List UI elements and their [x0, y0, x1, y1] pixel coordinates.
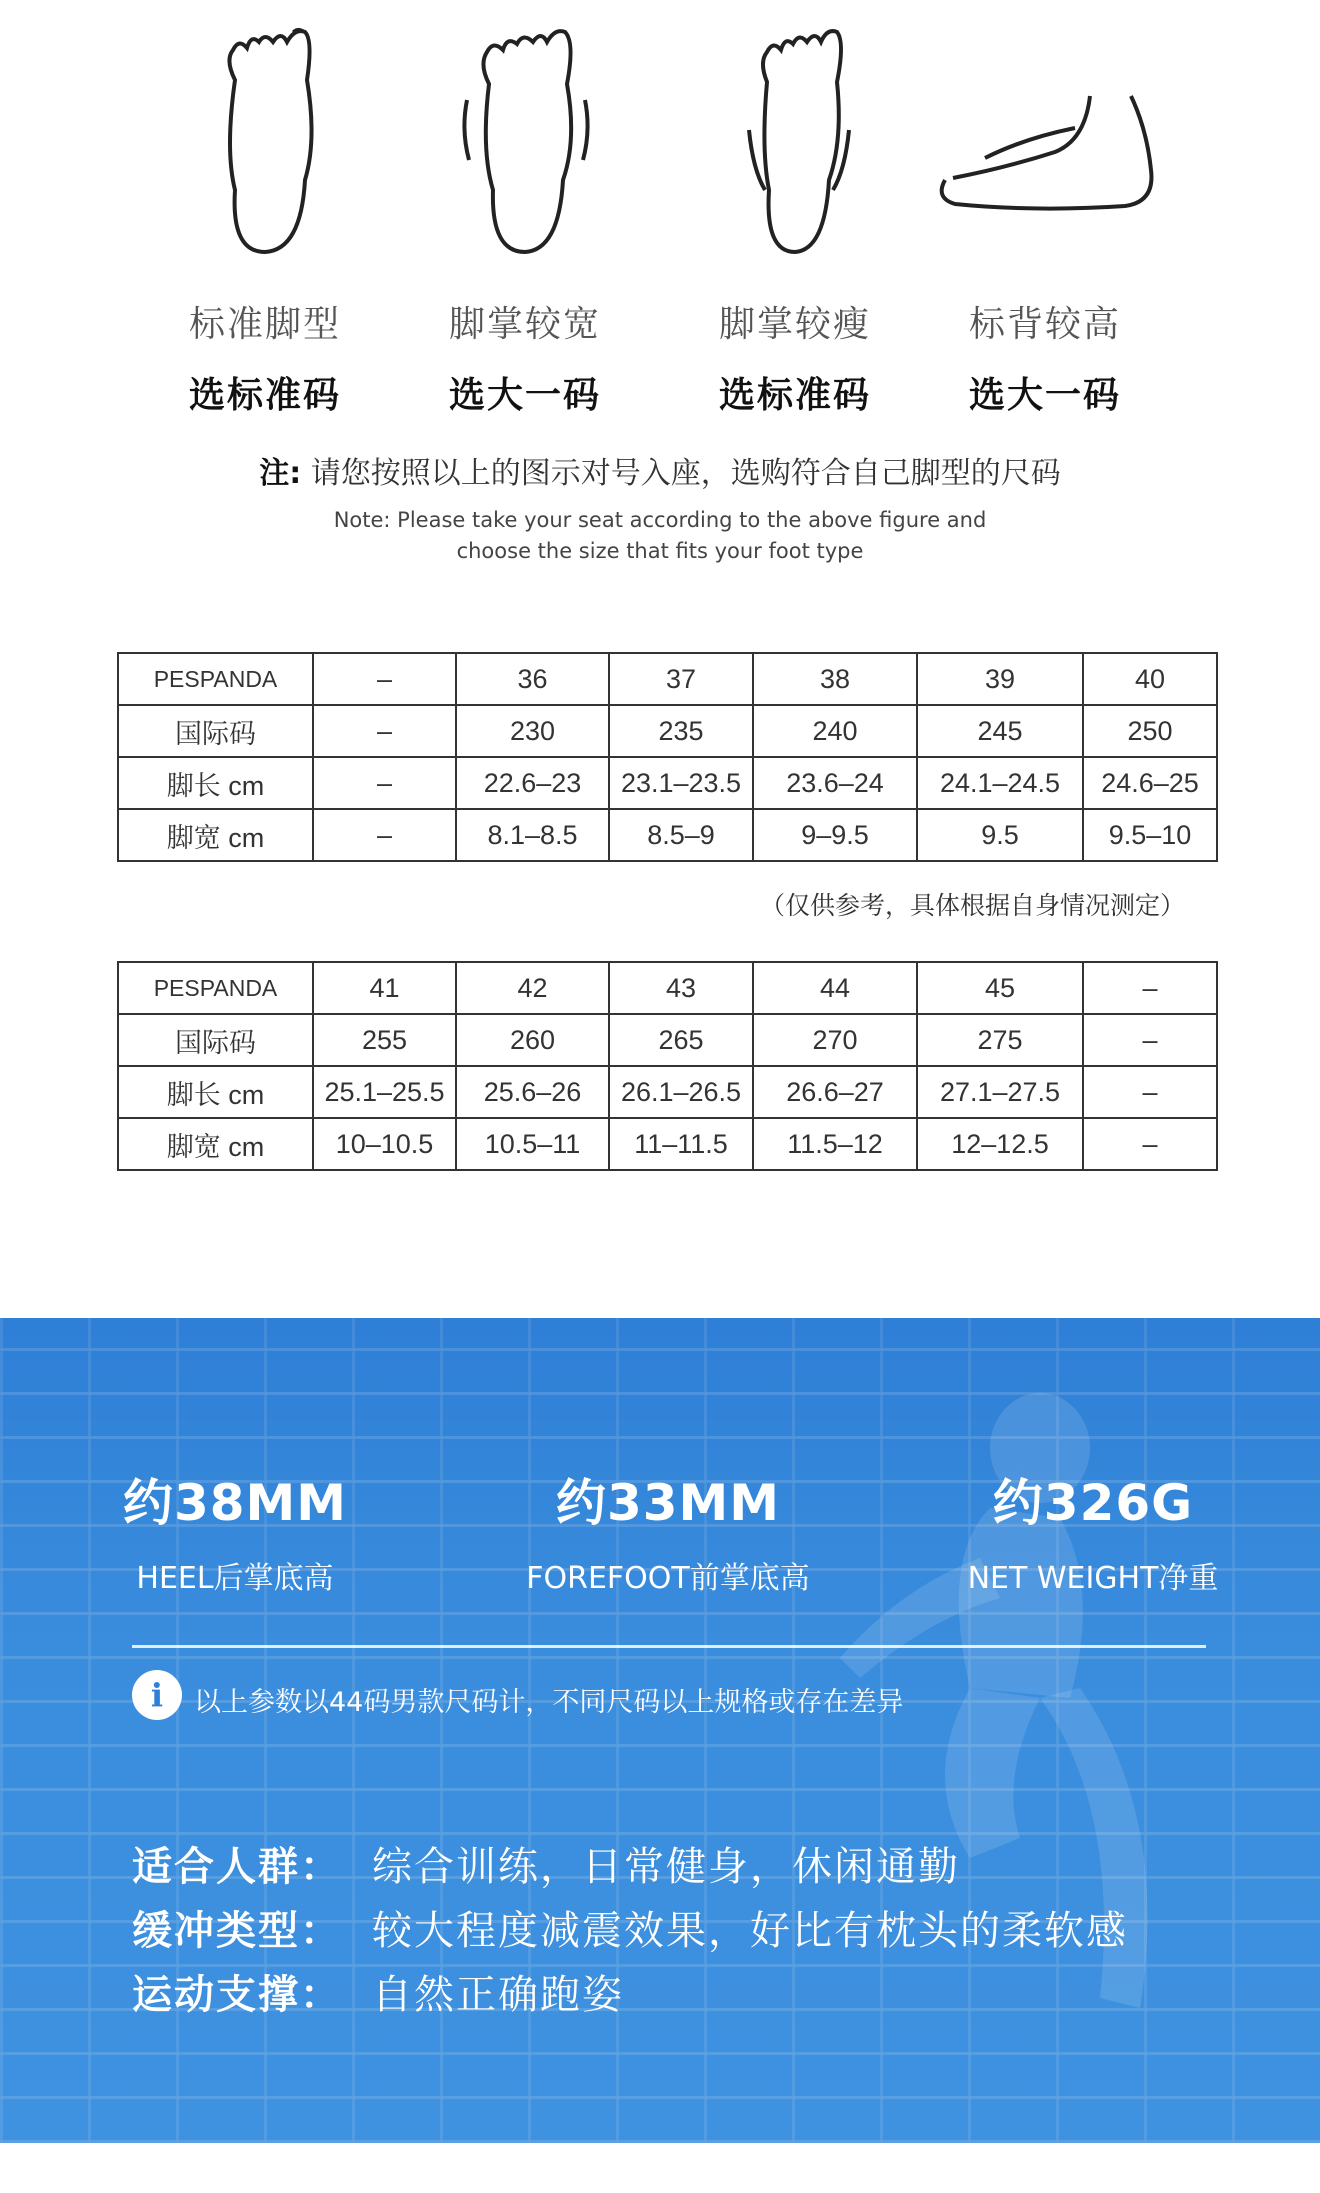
note-english	[0, 505, 1320, 567]
table-cell: 26.1–26.5	[609, 1066, 753, 1118]
stat-label: HEEL后掌底高	[136, 1561, 334, 1596]
table-cell: 235	[609, 705, 753, 757]
table-row	[118, 757, 1217, 809]
table-cell: 12–12.5	[917, 1118, 1083, 1170]
spec-key: 适合人群：	[132, 1844, 342, 1890]
info-icon: i	[132, 1670, 182, 1720]
table-cell: –	[313, 705, 456, 757]
table-cell: 240	[753, 705, 917, 757]
table-cell: 10.5–11	[456, 1118, 609, 1170]
spec-key: 缓冲类型：	[132, 1908, 342, 1954]
table-cell: –	[313, 757, 456, 809]
note-label: 注:	[259, 456, 302, 491]
info-text: 以上参数以44码男款尺码计，不同尺码以上规格或存在差异	[194, 1687, 904, 1718]
stat-forefoot-height	[448, 1463, 888, 1597]
stat-label: FOREFOOT前掌底高	[526, 1561, 810, 1596]
table-cell: 9–9.5	[753, 809, 917, 861]
foot-narrow-icon	[725, 20, 865, 260]
table-cell: 23.1–23.5	[609, 757, 753, 809]
row-header-cell: 国际码	[118, 1014, 313, 1066]
foot-high-instep-icon	[925, 20, 1165, 260]
table-cell: 45	[917, 962, 1083, 1014]
note-english-line-1: Note: Please take your seat according to the above figure and	[333, 508, 987, 532]
foot-type-high-instep	[925, 20, 1165, 418]
table-cell: –	[313, 809, 456, 861]
foot-size-advice: 选大一码	[448, 375, 601, 416]
foot-type-normal	[145, 20, 385, 418]
table-cell: 40	[1083, 653, 1217, 705]
table-cell: 26.6–27	[753, 1066, 917, 1118]
table-cell: 25.6–26	[456, 1066, 609, 1118]
stat-label: NET WEIGHT净重	[967, 1561, 1219, 1596]
row-header-cell: 脚宽 cm	[118, 809, 313, 861]
table-row	[118, 705, 1217, 757]
foot-size-advice: 选大一码	[968, 375, 1121, 416]
note-text: 请您按照以上的图示对号入座，选购符合自己脚型的尺码	[310, 456, 1061, 491]
divider	[132, 1645, 1206, 1648]
table-cell: 270	[753, 1014, 917, 1066]
table-row	[118, 1066, 1217, 1118]
stat-value: 约326G	[992, 1474, 1194, 1532]
foot-size-advice: 选标准码	[718, 375, 871, 416]
spec-support	[132, 1963, 624, 2020]
table-cell: –	[1083, 1118, 1217, 1170]
table-cell: 22.6–23	[456, 757, 609, 809]
stat-value: 约38MM	[122, 1474, 348, 1532]
table-cell: 11–11.5	[609, 1118, 753, 1170]
table-row	[118, 962, 1217, 1014]
table-cell: 44	[753, 962, 917, 1014]
table-cell: 265	[609, 1014, 753, 1066]
size-table-2	[117, 961, 1218, 1171]
row-header-cell: 脚长 cm	[118, 1066, 313, 1118]
table-cell: 245	[917, 705, 1083, 757]
spec-target-users	[132, 1835, 960, 1892]
table-cell: 275	[917, 1014, 1083, 1066]
table-cell: –	[1083, 1014, 1217, 1066]
row-header-cell: 脚宽 cm	[118, 1118, 313, 1170]
stat-value: 约33MM	[555, 1474, 781, 1532]
foot-type-label: 脚掌较瘦	[718, 304, 871, 345]
note-chinese	[0, 448, 1320, 492]
foot-normal-icon	[195, 20, 335, 260]
foot-type-label: 标背较高	[968, 304, 1121, 345]
table-cell: 9.5	[917, 809, 1083, 861]
table-cell: 260	[456, 1014, 609, 1066]
table-cell: 25.1–25.5	[313, 1066, 456, 1118]
reference-note: （仅供参考，具体根据自身情况测定）	[760, 891, 1186, 920]
spec-cushion-type	[132, 1899, 1128, 1956]
table-cell: 255	[313, 1014, 456, 1066]
table-cell: 24.6–25	[1083, 757, 1217, 809]
note-english-line-2: choose the size that fits your foot type	[456, 539, 864, 563]
table-cell: 43	[609, 962, 753, 1014]
foot-size-advice: 选标准码	[188, 375, 341, 416]
table-cell: 10–10.5	[313, 1118, 456, 1170]
table-cell: –	[1083, 962, 1217, 1014]
table-cell: 11.5–12	[753, 1118, 917, 1170]
row-header-cell: 国际码	[118, 705, 313, 757]
table-cell: –	[313, 653, 456, 705]
table-row	[118, 1118, 1217, 1170]
table-cell: 36	[456, 653, 609, 705]
foot-type-label: 标准脚型	[188, 304, 341, 345]
spec-value: 综合训练，日常健身，休闲通勤	[372, 1844, 960, 1890]
row-header-cell: PESPANDA	[118, 962, 313, 1014]
spec-value: 较大程度减震效果，好比有枕头的柔软感	[372, 1908, 1128, 1954]
table-row	[118, 653, 1217, 705]
table-cell: 250	[1083, 705, 1217, 757]
table-cell: 24.1–24.5	[917, 757, 1083, 809]
table-cell: 8.5–9	[609, 809, 753, 861]
stat-heel-height	[15, 1463, 455, 1597]
product-specs-banner	[0, 1318, 1320, 2143]
foot-type-narrow	[675, 20, 915, 418]
size-table-1	[117, 652, 1218, 862]
table-cell: 37	[609, 653, 753, 705]
table-cell: 23.6–24	[753, 757, 917, 809]
stat-net-weight	[873, 1463, 1313, 1597]
table-cell: –	[1083, 1066, 1217, 1118]
spec-key: 运动支撑：	[132, 1972, 342, 2018]
foot-type-wide	[405, 20, 645, 418]
table-cell: 39	[917, 653, 1083, 705]
row-header-cell: PESPANDA	[118, 653, 313, 705]
row-header-cell: 脚长 cm	[118, 757, 313, 809]
table-cell: 41	[313, 962, 456, 1014]
foot-type-label: 脚掌较宽	[448, 304, 601, 345]
table-cell: 8.1–8.5	[456, 809, 609, 861]
table-cell: 230	[456, 705, 609, 757]
table-cell: 38	[753, 653, 917, 705]
table-cell: 42	[456, 962, 609, 1014]
table-row	[118, 1014, 1217, 1066]
table-cell: 27.1–27.5	[917, 1066, 1083, 1118]
table-cell: 9.5–10	[1083, 809, 1217, 861]
table-row	[118, 809, 1217, 861]
foot-wide-icon	[445, 20, 605, 260]
spec-value: 自然正确跑姿	[372, 1972, 624, 2018]
